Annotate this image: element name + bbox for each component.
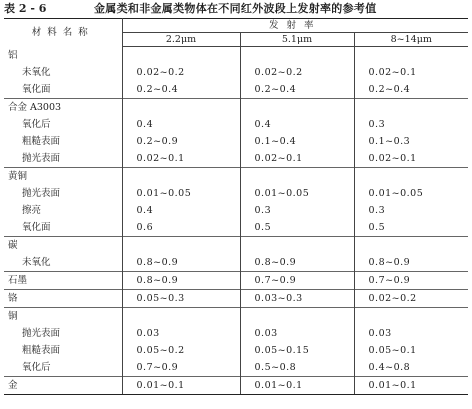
table-number: 表 2 - 6	[4, 2, 47, 15]
emissivity-value-cell: 0.02~0.2	[136, 67, 185, 78]
emissivity-value-cell: 0.02~0.1	[136, 153, 185, 164]
table-row	[4, 64, 468, 81]
emissivity-value-cell: 0.2~0.4	[136, 84, 179, 95]
emissivity-value-cell: 0.05~0.3	[122, 290, 240, 308]
table-row	[4, 116, 468, 133]
table-row	[4, 272, 468, 290]
emissivity-value-cell	[354, 47, 468, 65]
material-subtype-cell: 擦亮	[4, 202, 122, 219]
emissivity-value-cell: 0.05~0.1	[354, 342, 468, 359]
emissivity-value-cell: 0.2~0.9	[136, 136, 179, 147]
emissivity-value-cell: 0.6	[136, 222, 154, 233]
table-row	[4, 219, 468, 237]
emissivity-value-cell	[240, 168, 354, 186]
emissivity-value-cell: 0.4	[136, 119, 154, 130]
emissivity-value-cell: 0.4	[240, 116, 354, 133]
emissivity-value-cell: 0.03	[136, 328, 160, 339]
material-subtype-cell: 氧化后	[4, 116, 122, 133]
material-name-cell: 铜	[4, 308, 122, 326]
material-subtype-cell: 抛光表面	[4, 185, 122, 202]
emissivity-value-cell: 0.1~0.3	[354, 133, 468, 150]
emissivity-value-cell	[122, 168, 240, 186]
table-body	[4, 47, 468, 395]
table-row	[4, 47, 468, 65]
table-row	[4, 81, 468, 99]
table-row	[4, 150, 468, 168]
emissivity-value-cell: 0.01~0.1	[354, 377, 468, 395]
emissivity-value-cell: 0.7~0.9	[354, 272, 468, 290]
emissivity-value-cell	[122, 308, 240, 326]
emissivity-value-cell: 0.5	[240, 219, 354, 237]
material-name-cell: 铝	[4, 47, 122, 65]
emissivity-value-cell: 0.2~0.4	[240, 81, 354, 99]
column-header-material: 材料名称	[4, 19, 122, 47]
emissivity-value-cell: 0.03	[240, 325, 354, 342]
emissivity-value-cell: 0.3	[354, 116, 468, 133]
emissivity-value-cell: 0.02~0.2	[354, 290, 468, 308]
table-row	[4, 202, 468, 219]
emissivity-table	[4, 18, 468, 395]
emissivity-value-cell: 0.01~0.1	[240, 377, 354, 395]
material-subtype-cell: 抛光表面	[4, 150, 122, 168]
emissivity-value-cell	[122, 237, 240, 255]
emissivity-value-cell: 0.1~0.4	[240, 133, 354, 150]
emissivity-value-cell: 0.8~0.9	[354, 254, 468, 272]
material-name-cell: 金	[4, 377, 122, 395]
emissivity-value-cell: 0.01~0.05	[136, 188, 192, 199]
emissivity-value-cell	[122, 99, 240, 117]
emissivity-value-cell: 0.7~0.9	[136, 362, 179, 373]
table-row	[4, 308, 468, 326]
emissivity-value-cell: 0.03	[354, 325, 468, 342]
table-row	[4, 359, 468, 377]
emissivity-value-cell	[354, 237, 468, 255]
column-header-wavelength: 5.1μm	[240, 33, 354, 47]
emissivity-value-cell: 0.02~0.1	[240, 150, 354, 168]
emissivity-value-cell	[354, 308, 468, 326]
emissivity-value-cell: 0.4~0.8	[354, 359, 468, 377]
material-subtype-cell: 粗糙表面	[4, 342, 122, 359]
emissivity-value-cell: 0.7~0.9	[240, 272, 354, 290]
table-row	[4, 133, 468, 150]
material-name-cell: 石墨	[4, 272, 122, 290]
table-row	[4, 237, 468, 255]
emissivity-value-cell	[240, 308, 354, 326]
emissivity-value-cell	[240, 99, 354, 117]
material-subtype-cell: 未氧化	[4, 254, 122, 272]
emissivity-value-cell: 0.01~0.05	[240, 185, 354, 202]
emissivity-value-cell: 0.3	[240, 202, 354, 219]
material-subtype-cell: 氧化面	[4, 81, 122, 99]
column-header-wavelength: 8~14μm	[354, 33, 468, 47]
table-row	[4, 185, 468, 202]
emissivity-value-cell	[354, 168, 468, 186]
table-row	[4, 254, 468, 272]
emissivity-value-cell: 0.8~0.9	[122, 272, 240, 290]
table-row	[4, 377, 468, 395]
emissivity-value-cell: 0.5	[354, 219, 468, 237]
emissivity-value-cell	[240, 47, 354, 65]
table-caption	[4, 2, 468, 16]
emissivity-value-cell: 0.03~0.3	[240, 290, 354, 308]
emissivity-value-cell: 0.02~0.1	[354, 150, 468, 168]
emissivity-value-cell: 0.01~0.05	[354, 185, 468, 202]
material-subtype-cell: 抛光表面	[4, 325, 122, 342]
table-row	[4, 325, 468, 342]
column-header-emissivity: 发射率	[122, 19, 468, 33]
emissivity-value-cell: 0.05~0.2	[136, 345, 185, 356]
material-name-cell: 碳	[4, 237, 122, 255]
emissivity-value-cell: 0.4	[136, 205, 154, 216]
table-row	[4, 342, 468, 359]
emissivity-value-cell: 0.3	[354, 202, 468, 219]
header-row-group	[4, 19, 468, 33]
emissivity-value-cell: 0.8~0.9	[240, 254, 354, 272]
material-subtype-cell: 未氧化	[4, 64, 122, 81]
emissivity-value-cell: 0.02~0.1	[354, 64, 468, 81]
material-subtype-cell: 氧化面	[4, 219, 122, 237]
table-title: 金属类和非金属类物体在不同红外波段上发射率的参考值	[94, 2, 377, 15]
table-row	[4, 290, 468, 308]
material-name-cell: 黄铜	[4, 168, 122, 186]
emissivity-value-cell	[122, 47, 240, 65]
emissivity-value-cell: 0.5~0.8	[240, 359, 354, 377]
table-row	[4, 99, 468, 117]
material-subtype-cell: 粗糙表面	[4, 133, 122, 150]
material-name-cell: 合金 A3003	[4, 99, 122, 117]
emissivity-value-cell: 0.01~0.1	[122, 377, 240, 395]
material-name-cell: 铬	[4, 290, 122, 308]
table-row	[4, 168, 468, 186]
column-header-wavelength: 2.2μm	[122, 33, 240, 47]
material-subtype-cell: 氧化后	[4, 359, 122, 377]
emissivity-value-cell: 0.2~0.4	[354, 81, 468, 99]
emissivity-value-cell: 0.8~0.9	[136, 257, 179, 268]
emissivity-value-cell: 0.02~0.2	[240, 64, 354, 81]
emissivity-value-cell	[240, 237, 354, 255]
emissivity-value-cell	[354, 99, 468, 117]
emissivity-value-cell: 0.05~0.15	[240, 342, 354, 359]
